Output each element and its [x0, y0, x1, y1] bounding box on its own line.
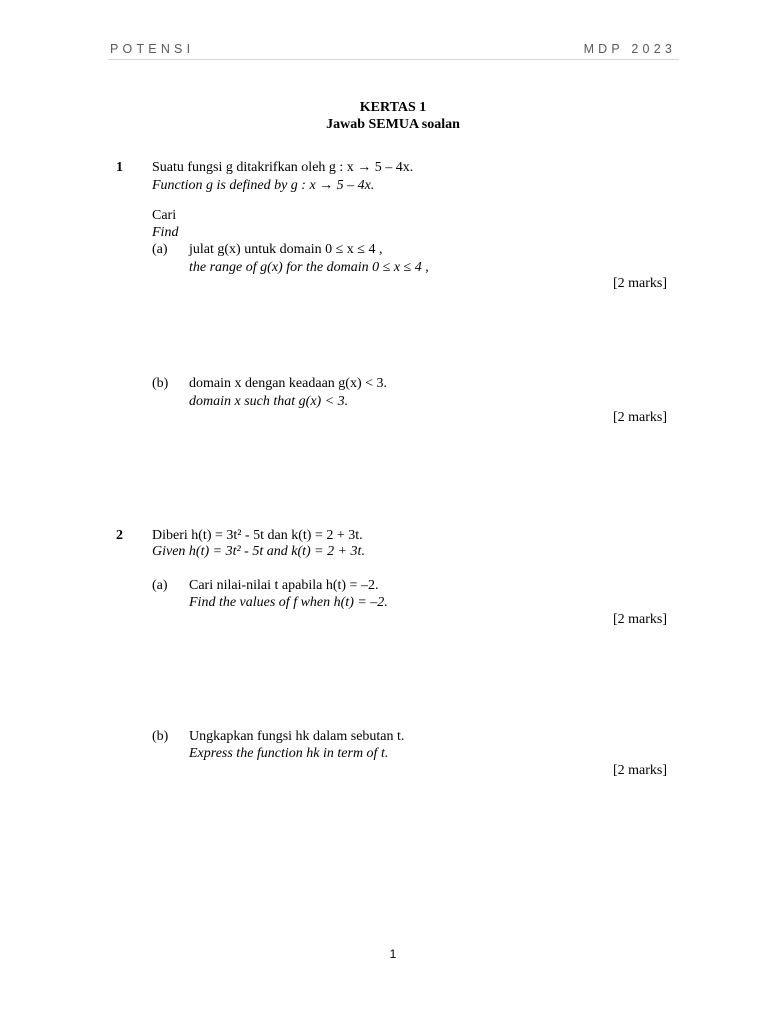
- question-1b-malay: domain x dengan keadaan g(x) < 3.: [189, 376, 387, 391]
- question-1-cari: Cari: [152, 208, 177, 223]
- paper-title: KERTAS 1: [359, 100, 427, 115]
- question-1a-english: the range of g(x) for the domain 0 ≤ x ≤ 4 ,: [189, 260, 429, 275]
- question-1a-malay: julat g(x) untuk domain 0 ≤ x ≤ 4 ,: [189, 242, 383, 257]
- question-2-stem-english: Given h(t) = 3t² - 5t and k(t) = 2 + 3t.: [152, 544, 365, 559]
- question-1a-label: (a): [152, 242, 168, 257]
- question-2a-malay: Cari nilai-nilai t apabila h(t) = –2.: [189, 578, 379, 593]
- question-1b-marks: [2 marks]: [612, 410, 667, 425]
- question-1b-english: domain x such that g(x) < 3.: [189, 394, 349, 409]
- header-divider: [108, 59, 679, 60]
- header-right-text: MDP 2023: [583, 42, 676, 56]
- question-2b-english: Express the function hk in term of t.: [189, 746, 389, 761]
- question-1-stem-malay: Suatu fungsi g ditakrifkan oleh g : x → 5 – 4x.: [152, 160, 414, 175]
- question-1a-marks: [2 marks]: [612, 276, 667, 291]
- paper-instruction: Jawab SEMUA soalan: [326, 117, 460, 132]
- question-2a-english: Find the values of f when h(t) = –2.: [189, 595, 388, 610]
- question-2-stem-malay: Diberi h(t) = 3t² - 5t dan k(t) = 2 + 3t.: [152, 528, 363, 543]
- question-2a-marks: [2 marks]: [612, 612, 667, 627]
- page-number: 1: [389, 947, 397, 961]
- question-1-number: 1: [116, 160, 123, 175]
- question-2b-label: (b): [152, 729, 169, 744]
- question-1b-label: (b): [152, 376, 169, 391]
- question-1-find: Find: [152, 225, 179, 240]
- question-2b-marks: [2 marks]: [612, 763, 667, 778]
- question-2a-label: (a): [152, 578, 168, 593]
- question-2b-malay: Ungkapkan fungsi hk dalam sebutan t.: [189, 729, 405, 744]
- question-1-stem-english: Function g is defined by g : x → 5 – 4x.: [152, 178, 375, 193]
- question-2-number: 2: [116, 528, 123, 543]
- header-left-text: POTENSI: [110, 42, 195, 56]
